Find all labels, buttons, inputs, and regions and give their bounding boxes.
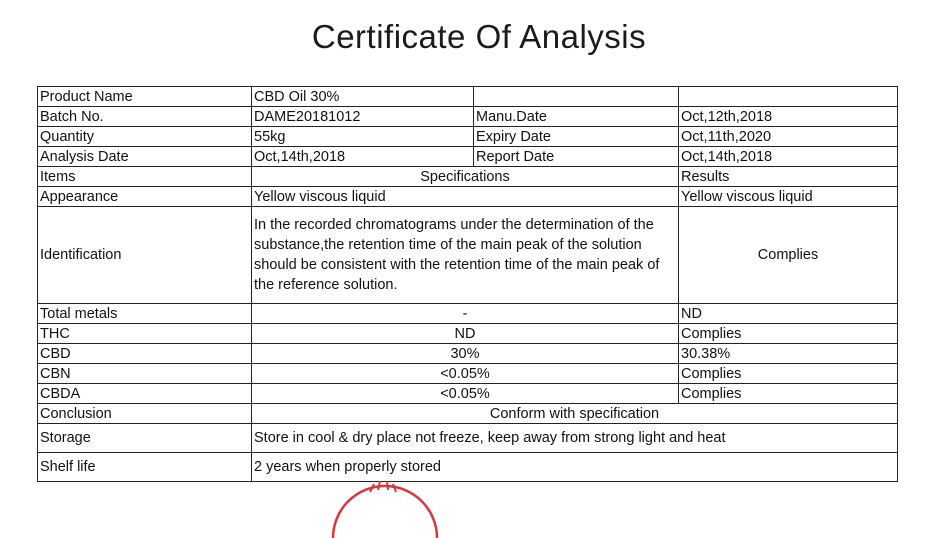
expiry-date-value: Oct,11th,2020: [679, 127, 898, 147]
quantity-value: 55kg: [252, 127, 474, 147]
analysis-date-label: Analysis Date: [38, 147, 252, 167]
row-item: Appearance: [38, 187, 252, 207]
table-row: [38, 127, 898, 147]
expiry-date-label: Expiry Date: [474, 127, 679, 147]
company-seal-icon: [330, 478, 440, 538]
report-date-value: Oct,14th,2018: [679, 147, 898, 167]
manu-date-label: Manu.Date: [474, 107, 679, 127]
table-row: [38, 147, 898, 167]
row-item: CBDA: [38, 384, 252, 404]
results-header: Results: [679, 167, 898, 187]
row-result: ND: [679, 304, 898, 324]
table-row: [38, 207, 898, 304]
conclusion-label: Conclusion: [38, 404, 252, 424]
row-result: Complies: [679, 207, 898, 304]
row-spec: Yellow viscous liquid: [252, 187, 679, 207]
table-row: [38, 87, 898, 107]
batch-label: Batch No.: [38, 107, 252, 127]
row-result: 30.38%: [679, 344, 898, 364]
product-name-label: Product Name: [38, 87, 252, 107]
analysis-date-value: Oct,14th,2018: [252, 147, 474, 167]
storage-value: Store in cool & dry place not freeze, keep away from strong light and heat: [252, 424, 898, 453]
row-item: Total metals: [38, 304, 252, 324]
row-result: Complies: [679, 364, 898, 384]
table-row: [38, 107, 898, 127]
table-header-row: [38, 167, 898, 187]
row-item: CBD: [38, 344, 252, 364]
page-title: Certificate Of Analysis: [311, 18, 647, 55]
identification-spec-text: In the recorded chromatograms under the determination of the substance,the retention time of the main peak of the solution should be consistent with the retention time of the main peak of the reference solution.: [254, 217, 660, 293]
row-spec: <0.05%: [252, 364, 679, 384]
row-item: THC: [38, 324, 252, 344]
row-spec: <0.05%: [252, 384, 679, 404]
report-date-label: Report Date: [474, 147, 679, 167]
row-item: Identification: [38, 207, 252, 304]
table-row: [38, 304, 898, 324]
conclusion-value: Conform with specification: [252, 404, 898, 424]
batch-value: DAME20181012: [252, 107, 474, 127]
table-row: [38, 344, 898, 364]
table-row: [38, 364, 898, 384]
coa-table: [37, 86, 898, 482]
empty-cell: [679, 87, 898, 107]
table-row: [38, 187, 898, 207]
row-result: Complies: [679, 324, 898, 344]
manu-date-value: Oct,12th,2018: [679, 107, 898, 127]
row-result: Yellow viscous liquid: [679, 187, 898, 207]
row-spec: -: [252, 304, 679, 324]
row-result: Complies: [679, 384, 898, 404]
seal-outer-ring: [333, 486, 437, 538]
quantity-label: Quantity: [38, 127, 252, 147]
table-row: [38, 324, 898, 344]
table-row: [38, 424, 898, 453]
storage-label: Storage: [38, 424, 252, 453]
shelf-life-label: Shelf life: [38, 453, 252, 482]
empty-cell: [474, 87, 679, 107]
product-name-value: CBD Oil 30%: [252, 87, 474, 107]
table-row: [38, 453, 898, 482]
row-spec: [252, 207, 679, 304]
shelf-life-value: 2 years when properly stored: [252, 453, 898, 482]
items-header: Items: [38, 167, 252, 187]
row-item: CBN: [38, 364, 252, 384]
table-row: [38, 404, 898, 424]
table-row: [38, 384, 898, 404]
specifications-header: Specifications: [252, 167, 679, 187]
row-spec: 30%: [252, 344, 679, 364]
row-spec: ND: [252, 324, 679, 344]
